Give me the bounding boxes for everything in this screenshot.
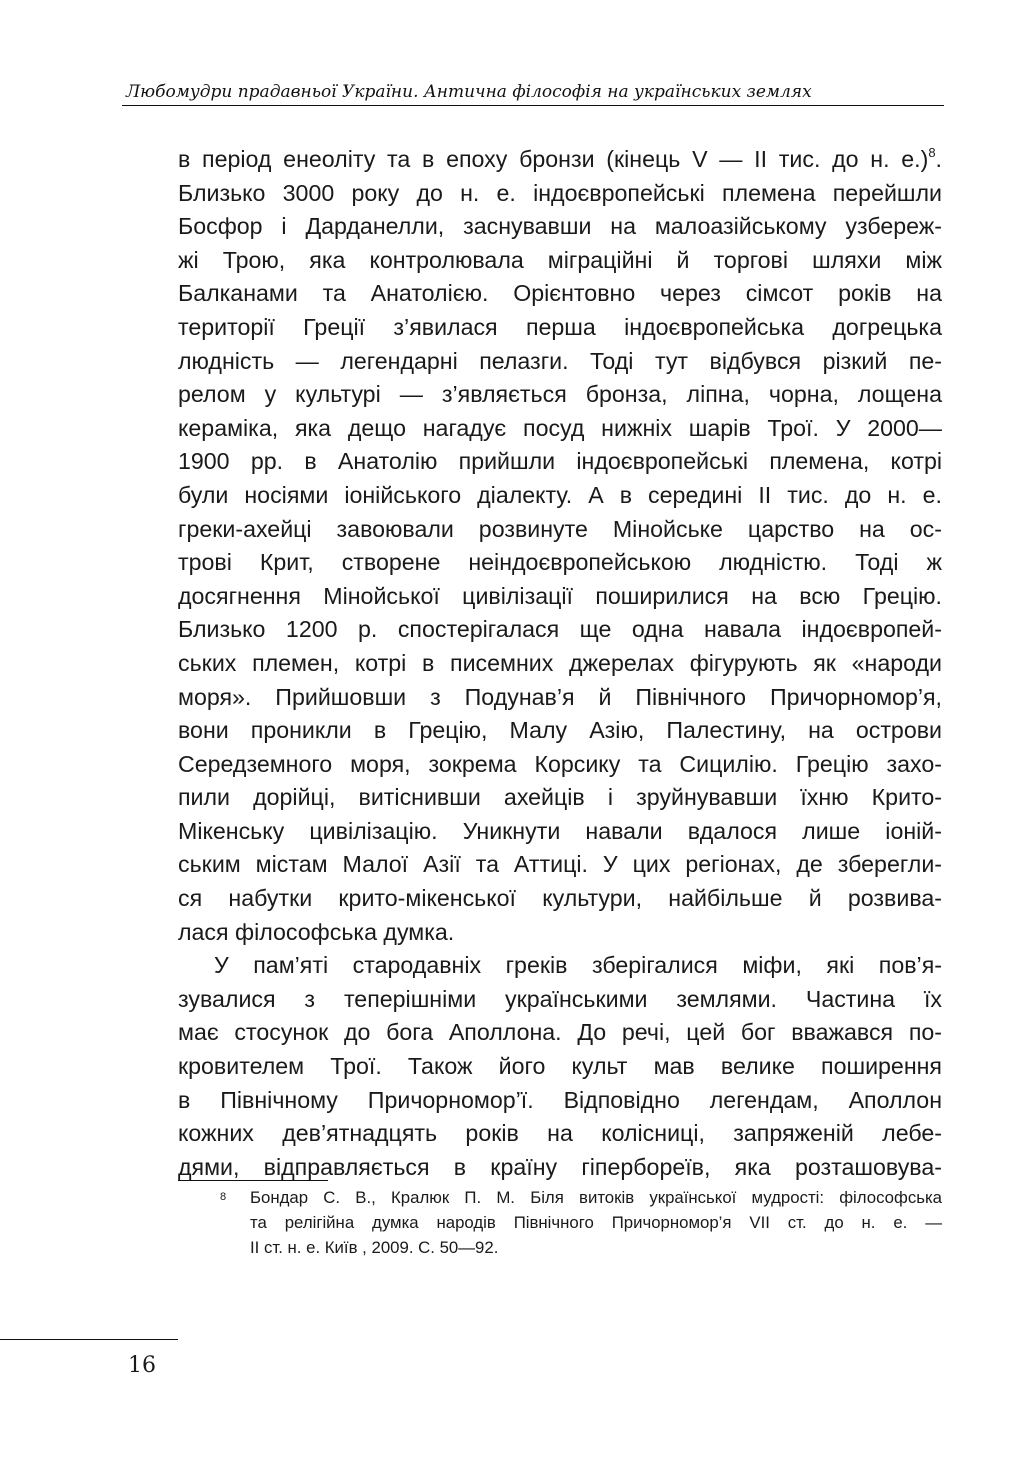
text-line: Близько 3000 року до н. е. індоєвропейські племена перейшли xyxy=(178,179,942,206)
footnote-line: та релігійна думка народів Північного Причорномор’я VII ст. до н. е. — xyxy=(250,1213,942,1232)
footnote-line: II ст. н. е. Київ , 2009. С. 50—92. xyxy=(250,1238,499,1257)
page-number-rule xyxy=(0,1339,178,1340)
header-rule xyxy=(122,105,944,106)
page-number: 16 xyxy=(128,1353,156,1378)
text-line: кровителем Трої. Також його культ мав велике поширення xyxy=(178,1053,942,1080)
text-line: має стосунок до бога Аполлона. До речі, цей бог вважався по- xyxy=(178,1019,942,1046)
text-line: 1900 рр. в Анатолію прийшли індоєвропейські племена, котрі xyxy=(178,448,942,475)
text-line: були носіями іонійського діалекту. А в середині II тис. до н. е. xyxy=(178,481,942,508)
text-line: У пам’яті стародавніх греків зберігалися міфи, які пов’я- xyxy=(214,952,942,979)
text-line: ським містам Малої Азії та Аттиці. У цих регіонах, де зберегли- xyxy=(178,851,942,878)
text-line: вони проникли в Грецію, Малу Азію, Палестину, на острови xyxy=(178,717,942,744)
footnote xyxy=(178,1185,942,1260)
text-line: Близько 1200 р. спостерігалася ще одна навала індоєвропей- xyxy=(178,616,942,643)
text-line: в Північному Причорномор’ї. Відповідно легендам, Аполлон xyxy=(178,1086,942,1113)
text-line: Мікенську цивілізацію. Уникнути навали вдалося лише іоній- xyxy=(178,817,942,844)
text-line: трові Крит, створене неіндоєвропейською людністю. Тоді ж xyxy=(178,549,942,576)
text-line xyxy=(178,143,942,177)
text-line: кожних дев’ятнадцять років на колісниці, запряженій лебе- xyxy=(178,1120,942,1147)
main-text xyxy=(178,143,942,1184)
text-line: зувалися з теперішніми українськими землями. Частина їх xyxy=(178,985,942,1012)
running-header-title: Любомудри прадавньої України. Антична філософія на українських землях xyxy=(126,82,812,102)
footnote-mark: 8 xyxy=(220,1191,227,1203)
text-line: дями, відправляється в країну гіпербореїв, яка розташовува- xyxy=(178,1153,942,1180)
text-fragment: в період енеоліту та в епоху бронзи (кінець V — II тис. до н. е.) xyxy=(178,146,929,172)
text-line: ських племен, котрі в писемних джерелах фігурують як «народи xyxy=(178,649,942,676)
text-line: Босфор і Дарданелли, заснувавши на малоазійському узбереж- xyxy=(178,213,942,240)
footnote-reference[interactable]: 8 xyxy=(928,145,936,160)
text-line: Середземного моря, зокрема Корсику та Сицилію. Грецію захо- xyxy=(178,750,942,777)
text-line: кераміка, яка дещо нагадує посуд нижніх шарів Трої. У 2000— xyxy=(178,414,942,441)
text-line: людність — легендарні пелазги. Тоді тут відбувся різкий пе- xyxy=(178,347,942,374)
text-line: моря». Прийшовши з Подунав’я й Північного Причорномор’я, xyxy=(178,683,942,710)
footnote-rule xyxy=(178,1180,328,1181)
text-line: лася філософська думка. xyxy=(178,918,455,945)
text-line: релом у культурі — з’являється бронза, ліпна, чорна, лощена xyxy=(178,381,942,408)
text-line: греки-ахейці завоювали розвинуте Мінойське царство на ос- xyxy=(178,515,942,542)
text-line: досягнення Мінойської цивілізації поширилися на всю Грецію. xyxy=(178,582,942,609)
text-line: території Греції з’явилася перша індоєвропейська догрецька xyxy=(178,313,942,340)
text-line: пили дорійці, витіснивши ахейців і зруйнувавши їхню Крито- xyxy=(178,784,942,811)
footnote-line: Бондар С. В., Кралюк П. М. Біля витоків української мудрості: філософська xyxy=(250,1188,942,1207)
text-line: Балканами та Анатолією. Орієнтовно через сімсот років на xyxy=(178,280,942,307)
text-fragment: . xyxy=(935,146,942,172)
text-line: ся набутки крито-мікенської культури, найбільше й розвива- xyxy=(178,885,942,912)
text-line: жі Трою, яка контролювала міграційні й торгові шляхи між xyxy=(178,246,942,273)
